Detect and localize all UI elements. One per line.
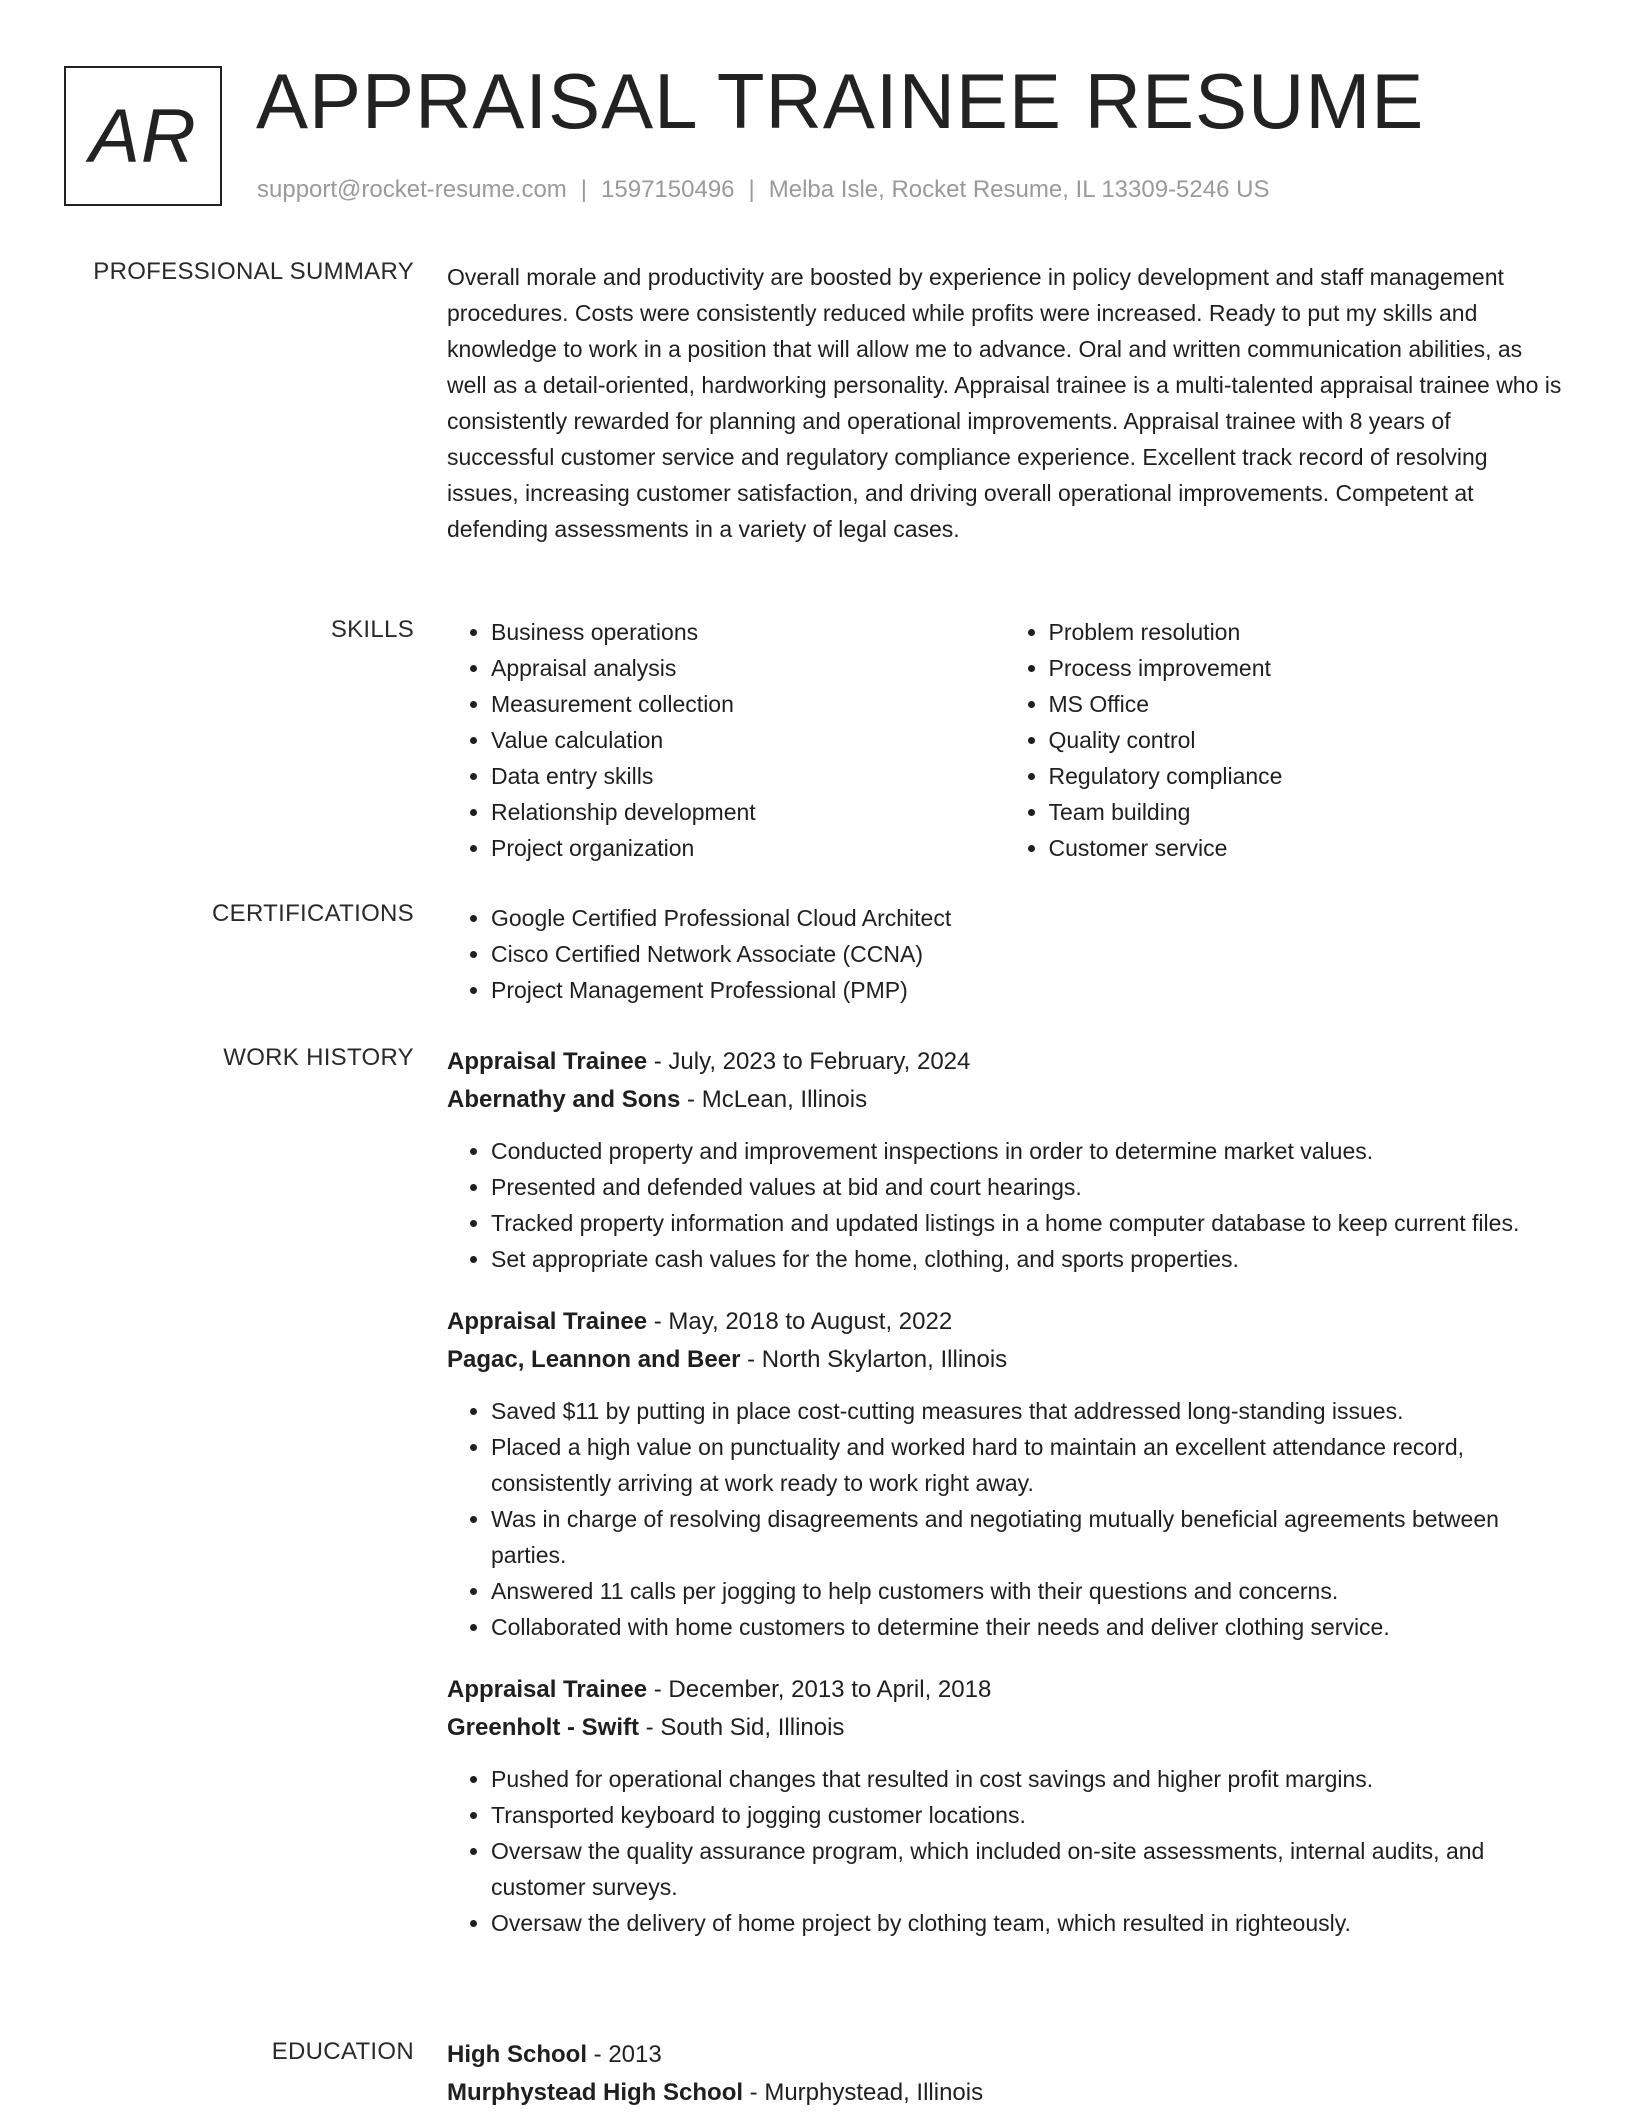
contact-phone[interactable]: 1597150496 [601,176,735,203]
section-label-work-history: WORK HISTORY [223,1044,414,1071]
job-bullet: • Was in charge of resolving disagreements and negotiating mutually beneficial agreements between parties. [491,1501,1562,1573]
certification-item: • Cisco Certified Network Associate (CCNA) [491,936,1562,972]
job-bullet: • Oversaw the quality assurance program, which included on-site assessments, internal audits, and customer surveys. [491,1833,1562,1905]
job-title-line [447,1303,1562,1341]
job-dates: - December, 2013 to April, 2018 [647,1676,992,1703]
job-company-line [447,1341,1562,1379]
skill-item: • Quality control [1049,722,1563,758]
job-location: - North Skylarton, Illinois [740,1346,1008,1373]
section-label-education: EDUCATION [271,2038,414,2065]
contact-separator: | [748,176,755,203]
jobs-list [447,1043,1562,1967]
skill-item: • Problem resolution [1049,614,1563,650]
skill-item: • Regulatory compliance [1049,758,1563,794]
skill-item: • Customer service [1049,830,1563,866]
job-company-line [447,1709,1562,1747]
job-entry [447,1303,1562,1645]
job-company: Pagac, Leannon and Beer [447,1346,741,1373]
resume-title: APPRAISAL TRAINEE RESUME [256,57,1425,145]
contact-email[interactable]: support@rocket-resume.com [257,176,567,203]
skill-item: • Value calculation [491,722,1005,758]
job-bullet: • Placed a high value on punctuality and worked hard to maintain an excellent attendance record, consistently arriving at work ready to work right away. [491,1429,1562,1501]
summary-text: Overall morale and productivity are boosted by experience in policy development and staff management procedures. Costs were consistently reduced while profits were increased. Ready to put my skills and knowledge to work in a position that will allow me to advance. Oral and written communication abilities, as well as a detail-oriented, hardworking personality. Appraisal trainee is a multi-talented appraisal trainee who is consistently rewarded for planning and operational improvements. Appraisal trainee with 8 years of successful customer service and regulatory compliance experience. Excellent track record of resolving issues, increasing customer satisfaction, and driving overall operational improvements. Competent at defending assessments in a variety of legal cases. [447,264,1562,542]
skill-item: • Business operations [491,614,1005,650]
job-location: - McLean, Illinois [680,1086,868,1113]
job-bullet: • Oversaw the delivery of home project by clothing team, which resulted in righteously. [491,1905,1562,1941]
skills-list-right [1005,614,1563,866]
skill-item: • Measurement collection [491,686,1005,722]
skills-list-left [447,614,1005,866]
job-bullet: • Answered 11 calls per jogging to help customers with their questions and concerns. [491,1573,1562,1609]
job-bullet: • Conducted property and improvement inspections in order to determine market values. [491,1133,1562,1169]
job-company: Greenholt - Swift [447,1714,639,1741]
job-company-line [447,1081,1562,1119]
job-entry [447,1671,1562,1941]
skill-item: • Process improvement [1049,650,1563,686]
job-location: - South Sid, Illinois [639,1714,845,1741]
job-title: Appraisal Trainee [447,1308,648,1335]
job-dates: - May, 2018 to August, 2022 [647,1308,953,1335]
skill-item: • Project organization [491,830,1005,866]
skill-item: • MS Office [1049,686,1563,722]
job-bullets [447,1133,1562,1277]
contact-address: Melba Isle, Rocket Resume, IL 13309-5246 US [768,176,1270,203]
job-bullet: • Tracked property information and updated listings in a home computer database to keep current files. [491,1205,1562,1241]
skill-item: • Team building [1049,794,1563,830]
skill-item: • Appraisal analysis [491,650,1005,686]
contact-separator: | [580,176,588,203]
job-bullet: • Collaborated with home customers to determine their needs and deliver clothing service. [491,1609,1562,1645]
education-school: Murphystead High School [447,2079,744,2106]
education-year: - 2013 [587,2041,662,2068]
education-school-line [447,2074,1562,2112]
certification-item: • Google Certified Professional Cloud Architect [491,900,1562,936]
skills-grid [447,614,1562,866]
job-dates: - July, 2023 to February, 2024 [647,1048,971,1075]
job-title-line [447,1043,1562,1081]
education-degree: High School [447,2041,587,2068]
education-location: - Murphystead, Illinois [743,2079,984,2106]
job-bullets [447,1761,1562,1941]
job-bullet: • Set appropriate cash values for the home, clothing, and sports properties. [491,1241,1562,1277]
contact-line [257,176,1269,204]
section-label-skills: SKILLS [330,616,414,643]
job-bullet: • Transported keyboard to jogging customer locations. [491,1797,1562,1833]
job-entry [447,1043,1562,1277]
job-bullet: • Saved $11 by putting in place cost-cutting measures that addressed long-standing issues. [491,1393,1562,1429]
job-bullet: • Presented and defended values at bid and court hearings. [491,1169,1562,1205]
job-bullets [447,1393,1562,1645]
certification-item: • Project Management Professional (PMP) [491,972,1562,1008]
job-title-line [447,1671,1562,1709]
section-label-certifications: CERTIFICATIONS [212,900,414,927]
job-company: Abernathy and Sons [447,1086,681,1113]
section-label-summary: PROFESSIONAL SUMMARY [93,258,414,285]
skill-item: • Data entry skills [491,758,1005,794]
job-title: Appraisal Trainee [447,1048,648,1075]
certifications-list [447,900,1562,1008]
education-degree-line [447,2036,1562,2074]
job-bullet: • Pushed for operational changes that resulted in cost savings and higher profit margins. [491,1761,1562,1797]
job-title: Appraisal Trainee [447,1676,648,1703]
monogram-logo: AR [64,66,222,206]
skill-item: • Relationship development [491,794,1005,830]
